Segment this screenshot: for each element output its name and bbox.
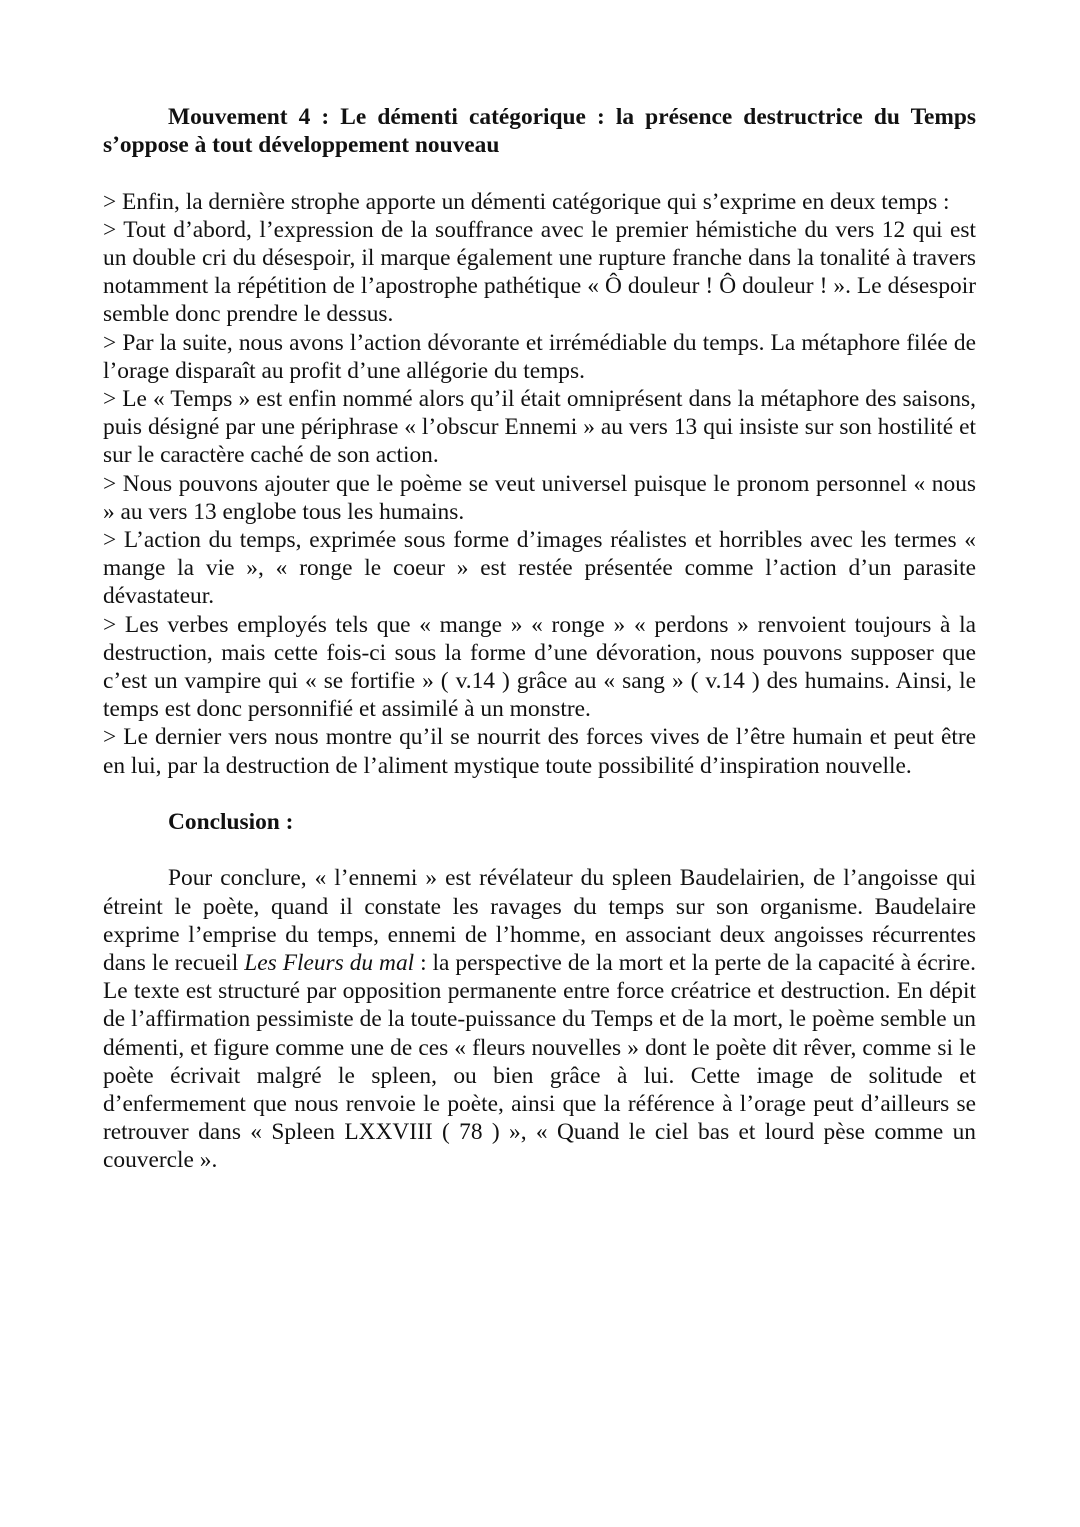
bullet-paragraph: > L’action du temps, exprimée sous forme d’images réalistes et horribles avec les termes « mange la vie », « ronge le coeur » est restée présentée comme l’action d’un parasite dévastateur. xyxy=(103,527,976,610)
page-content xyxy=(103,103,976,1175)
conclusion-paragraph xyxy=(103,864,976,1174)
bullet-paragraph: > Le dernier vers nous montre qu’il se nourrit des forces vives de l’être humain et peut être en lui, par la destruction de l’aliment mystique toute possibilité d’inspiration nouvelle. xyxy=(103,724,976,779)
spacer xyxy=(103,159,976,187)
conclusion-text-part2: : la perspective de la mort et la perte de la capacité à écrire. Le texte est structuré par opposition permanente entre force créatrice et destruction. En dépit de l’affirmation pessimiste de la toute-puissance du Temps et de la mort, le poème semble un démenti, et figure comme une de ces « fleurs nouvelles » dont le poète dit rêver, comme si le poète écrivait malgré le spleen, ou bien grâce à lui. Cette image de solitude et d’enfermement que nous renvoie le poète, ainsi que la référence à l’orage peut d’ailleurs se retrouver dans « Spleen LXXVIII ( 78 ) », « Quand le ciel bas et lourd pèse comme un couvercle ». xyxy=(103,950,977,1174)
bullet-paragraph: > Les verbes employés tels que « mange » « ronge » « perdons » renvoient toujours à la destruction, mais cette fois-ci sous la forme d’une dévoration, nous pouvons supposer que c’est un vampire qui « se fortifie » ( v.14 ) grâce au « sang » ( v.14 ) des humains. Ainsi, le temps est donc personnifié et assimilé à un monstre. xyxy=(103,611,976,723)
section-heading-prefix: Mouvement 4 : xyxy=(168,104,330,130)
spacer xyxy=(103,836,976,864)
bullet-paragraph: > Le « Temps » est enfin nommé alors qu’il était omniprésent dans la métaphore des saisons, puis désigné par une périphrase « l’obscur Ennemi » au vers 13 qui insiste sur son hostilité et sur le caractère caché de son action. xyxy=(103,386,976,469)
bullet-paragraph: > Tout d’abord, l’expression de la souffrance avec le premier hémistiche du vers 12 qui est un double cri du désespoir, il marque également une rupture franche dans la tonalité à travers notamment la répétition de l’apostrophe pathétique « Ô douleur ! Ô douleur ! ». Le désespoir semble donc prendre le dessus. xyxy=(103,216,976,328)
bullet-paragraph: > Par la suite, nous avons l’action dévorante et irrémédiable du temps. La métaphore filée de l’orage disparaît au profit d’une allégorie du temps. xyxy=(103,329,976,384)
spacer xyxy=(103,780,976,808)
section-heading xyxy=(103,103,976,159)
book-title: Les Fleurs du mal xyxy=(244,950,415,977)
bullet-paragraph: > Nous pouvons ajouter que le poème se veut universel puisque le pronom personnel « nous » au vers 13 englobe tous les humains. xyxy=(103,470,976,525)
section-heading-text: Le démenti catégorique : la présence destructrice du Temps s’oppose à tout développement nouveau xyxy=(103,104,977,159)
bullet-paragraph: > Enfin, la dernière strophe apporte un démenti catégorique qui s’exprime en deux temps : xyxy=(103,188,950,215)
conclusion-text-part1: Pour conclure, « l’ennemi » est révélateur du spleen Baudelairien, de l’angoisse qui étreint le poète, quand il constate les ravages du temps sur son organisme. Baudelaire exprime l’emprise du temps, ennemi de l’homme, en associant deux angoisses récurrentes dans le recueil xyxy=(103,865,976,977)
conclusion-heading: Conclusion : xyxy=(168,809,294,836)
